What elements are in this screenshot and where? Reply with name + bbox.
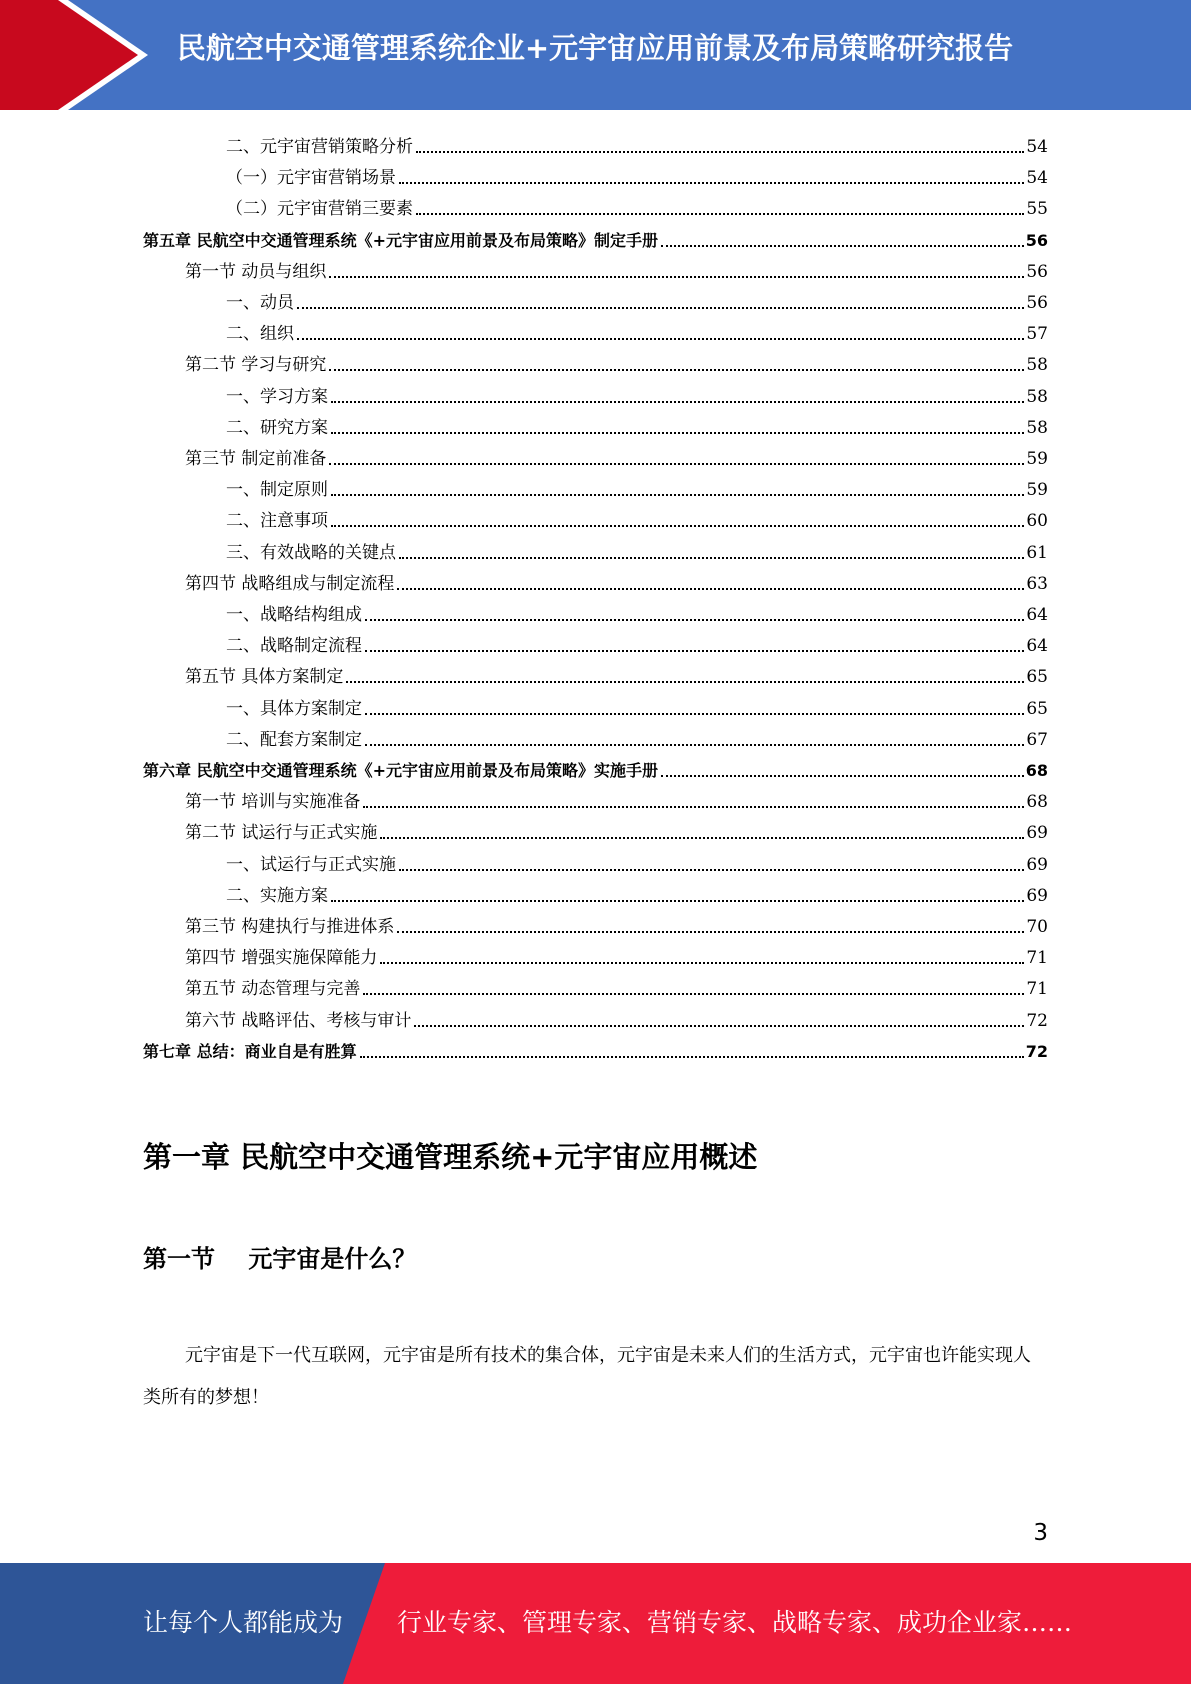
toc-entry[interactable] — [226, 314, 1048, 345]
toc-entry[interactable] — [185, 1001, 1048, 1032]
toc-entry-page: 56 — [1026, 293, 1048, 313]
toc-dot-leader — [399, 182, 1024, 184]
toc-entry-page: 56 — [1025, 230, 1048, 250]
toc-entry-label: 一、战略结构组成 — [226, 605, 362, 625]
toc-entry[interactable] — [185, 657, 1048, 688]
toc-dot-leader — [331, 494, 1024, 496]
toc-entry-label: 第五节 具体方案制定 — [185, 667, 344, 688]
toc-entry-page: 58 — [1026, 417, 1048, 438]
toc-dot-leader — [661, 245, 1024, 247]
toc-chapter-entry[interactable] — [143, 751, 1048, 782]
toc-entry-page: 69 — [1026, 854, 1048, 875]
report-title: 民航空中交通管理系统企业+元宇宙应用前景及布局策略研究报告 — [176, 31, 1014, 65]
toc-entry-label: 一、制定原则 — [226, 480, 328, 501]
toc-entry-label: 三、有效战略的关键点 — [226, 542, 396, 563]
toc-entry-label: 第五节 动态管理与完善 — [185, 979, 361, 1000]
toc-entry-page: 54 — [1026, 168, 1048, 189]
toc-dot-leader — [399, 557, 1024, 559]
toc-entry-page: 72 — [1025, 1041, 1048, 1061]
toc-dot-leader — [365, 713, 1024, 715]
toc-dot-leader — [414, 1025, 1024, 1027]
toc-entry[interactable] — [226, 408, 1048, 439]
toc-entry-label: 二、战略制定流程 — [226, 636, 362, 657]
toc-dot-leader — [365, 650, 1024, 652]
toc-entry[interactable] — [226, 720, 1048, 751]
page-number: 3 — [1033, 1520, 1048, 1546]
toc-entry-page: 71 — [1026, 979, 1048, 1000]
toc-dot-leader — [331, 401, 1024, 403]
toc-dot-leader — [397, 931, 1024, 933]
page-header — [0, 0, 1191, 110]
toc-entry-label: 第七章 总结：商业自是有胜算 — [143, 1041, 357, 1061]
toc-entry-page: 63 — [1026, 573, 1048, 594]
toc-entry-page: 69 — [1026, 823, 1048, 844]
toc-entry-label: 一、学习方案 — [226, 386, 328, 407]
toc-entry-label: 一、动员 — [226, 293, 294, 313]
toc-dot-leader — [329, 463, 1024, 465]
toc-entry[interactable] — [226, 158, 1048, 189]
toc-entry[interactable] — [226, 845, 1048, 876]
toc-chapter-entry[interactable] — [143, 1032, 1048, 1063]
toc-entry-label: （一）元宇宙营销场景 — [226, 168, 396, 189]
toc-entry-page: 64 — [1026, 605, 1048, 625]
body-paragraph: 元宇宙是下一代互联网，元宇宙是所有技术的集合体，元宇宙是未来人们的生活方式，元宇宙也许能实现人类所有的梦想！ — [143, 1345, 1031, 1408]
toc-entry-label: 第五章 民航空中交通管理系统《+元宇宙应用前景及布局策略》制定手册 — [143, 230, 658, 250]
toc-entry-page: 72 — [1026, 1010, 1048, 1031]
toc-entry-page: 68 — [1026, 792, 1048, 813]
toc-dot-leader — [416, 151, 1024, 153]
toc-entry-label: 二、元宇宙营销策略分析 — [226, 137, 413, 157]
toc-entry-page: 71 — [1026, 948, 1048, 969]
toc-entry-label: 第一节 培训与实施准备 — [185, 792, 361, 813]
toc-entry-label: 第六章 民航空中交通管理系统《+元宇宙应用前景及布局策略》实施手册 — [143, 761, 658, 780]
toc-dot-leader — [331, 900, 1024, 902]
toc-entry[interactable] — [185, 969, 1048, 1000]
toc-entry-label: 第三节 制定前准备 — [185, 449, 327, 469]
toc-entry-label: 二、实施方案 — [226, 885, 328, 906]
toc-dot-leader — [346, 681, 1024, 683]
toc-entry-label: 一、具体方案制定 — [226, 698, 362, 719]
toc-entry-page: 65 — [1026, 698, 1048, 719]
toc-entry-page: 57 — [1026, 324, 1048, 345]
footer-slogan-right: 行业专家、管理专家、营销专家、战略专家、成功企业家…… — [397, 1608, 1073, 1637]
toc-dot-leader — [329, 276, 1024, 278]
toc-chapter-entry[interactable] — [143, 221, 1048, 252]
toc-entry[interactable] — [185, 252, 1048, 283]
toc-entry-label: （二）元宇宙营销三要素 — [226, 199, 413, 220]
toc-entry-label: 第四节 战略组成与制定流程 — [185, 573, 395, 594]
toc-entry[interactable] — [226, 377, 1048, 408]
toc-entry-label: 第二节 试运行与正式实施 — [185, 823, 378, 844]
toc-dot-leader — [380, 962, 1024, 964]
toc-dot-leader — [363, 993, 1024, 995]
toc-entry-page: 58 — [1026, 355, 1048, 376]
toc-entry[interactable] — [226, 689, 1048, 720]
toc-dot-leader — [331, 525, 1024, 527]
toc-entry-label: 第三节 构建执行与推进体系 — [185, 917, 395, 937]
toc-entry-label: 二、研究方案 — [226, 417, 328, 438]
toc-dot-leader — [329, 369, 1024, 371]
toc-entry-page: 55 — [1026, 199, 1048, 220]
toc-entry-page: 60 — [1026, 511, 1048, 532]
toc-entry-label: 二、组织 — [226, 324, 294, 345]
toc-entry-label: 第一节 动员与组织 — [185, 261, 327, 282]
toc-entry[interactable] — [226, 595, 1048, 626]
toc-entry[interactable] — [226, 470, 1048, 501]
toc-entry[interactable] — [185, 938, 1048, 969]
toc-dot-leader — [360, 1056, 1024, 1058]
toc-entry-page: 69 — [1026, 885, 1048, 906]
toc-dot-leader — [416, 213, 1024, 215]
toc-entry[interactable] — [185, 813, 1048, 844]
toc-dot-leader — [331, 432, 1024, 434]
toc-entry-page: 59 — [1026, 480, 1048, 501]
page-footer — [0, 1563, 1191, 1684]
toc-dot-leader — [365, 619, 1024, 621]
toc-entry-label: 第六节 战略评估、考核与审计 — [185, 1010, 412, 1031]
toc-entry-page: 54 — [1026, 137, 1048, 157]
toc-entry-label: 二、注意事项 — [226, 511, 328, 532]
toc-dot-leader — [297, 338, 1024, 340]
toc-entry-page: 58 — [1026, 386, 1048, 407]
toc-entry[interactable] — [185, 345, 1048, 376]
toc-entry[interactable] — [226, 189, 1048, 220]
chapter-heading: 第一章 民航空中交通管理系统+元宇宙应用概述 — [143, 1140, 758, 1174]
toc-entry-label: 第二节 学习与研究 — [185, 355, 327, 376]
toc-entry-label: 第四节 增强实施保障能力 — [185, 948, 378, 969]
toc-dot-leader — [397, 588, 1024, 590]
toc-entry[interactable] — [185, 907, 1048, 938]
toc-entry-label: 一、试运行与正式实施 — [226, 854, 396, 875]
toc-dot-leader — [297, 307, 1024, 309]
toc-entry-page: 65 — [1026, 667, 1048, 688]
toc-entry[interactable] — [185, 564, 1048, 595]
toc-entry[interactable] — [226, 283, 1048, 314]
toc-entry-page: 59 — [1026, 449, 1048, 469]
toc-dot-leader — [363, 806, 1024, 808]
section-heading: 第一节 元宇宙是什么？ — [143, 1245, 417, 1273]
toc-dot-leader — [399, 869, 1024, 871]
toc-entry-page: 61 — [1026, 542, 1048, 563]
toc-dot-leader — [365, 744, 1024, 746]
toc-entry-label: 二、配套方案制定 — [226, 729, 362, 750]
toc-entry-page: 64 — [1026, 636, 1048, 657]
toc-entry[interactable] — [226, 533, 1048, 564]
toc-entry[interactable] — [185, 439, 1048, 470]
toc-entry[interactable] — [226, 876, 1048, 907]
toc-entry[interactable] — [226, 626, 1048, 657]
toc-entry-page: 68 — [1025, 761, 1048, 780]
toc-entry-page: 56 — [1026, 261, 1048, 282]
toc-entry[interactable] — [185, 782, 1048, 813]
toc-entry[interactable] — [226, 501, 1048, 532]
toc-entry-page: 67 — [1026, 729, 1048, 750]
toc-dot-leader — [380, 837, 1024, 839]
toc-entry-page: 70 — [1026, 917, 1048, 937]
toc-entry[interactable] — [226, 127, 1048, 158]
toc-dot-leader — [661, 775, 1024, 777]
footer-slogan-left: 让每个人都能成为 — [143, 1608, 344, 1637]
